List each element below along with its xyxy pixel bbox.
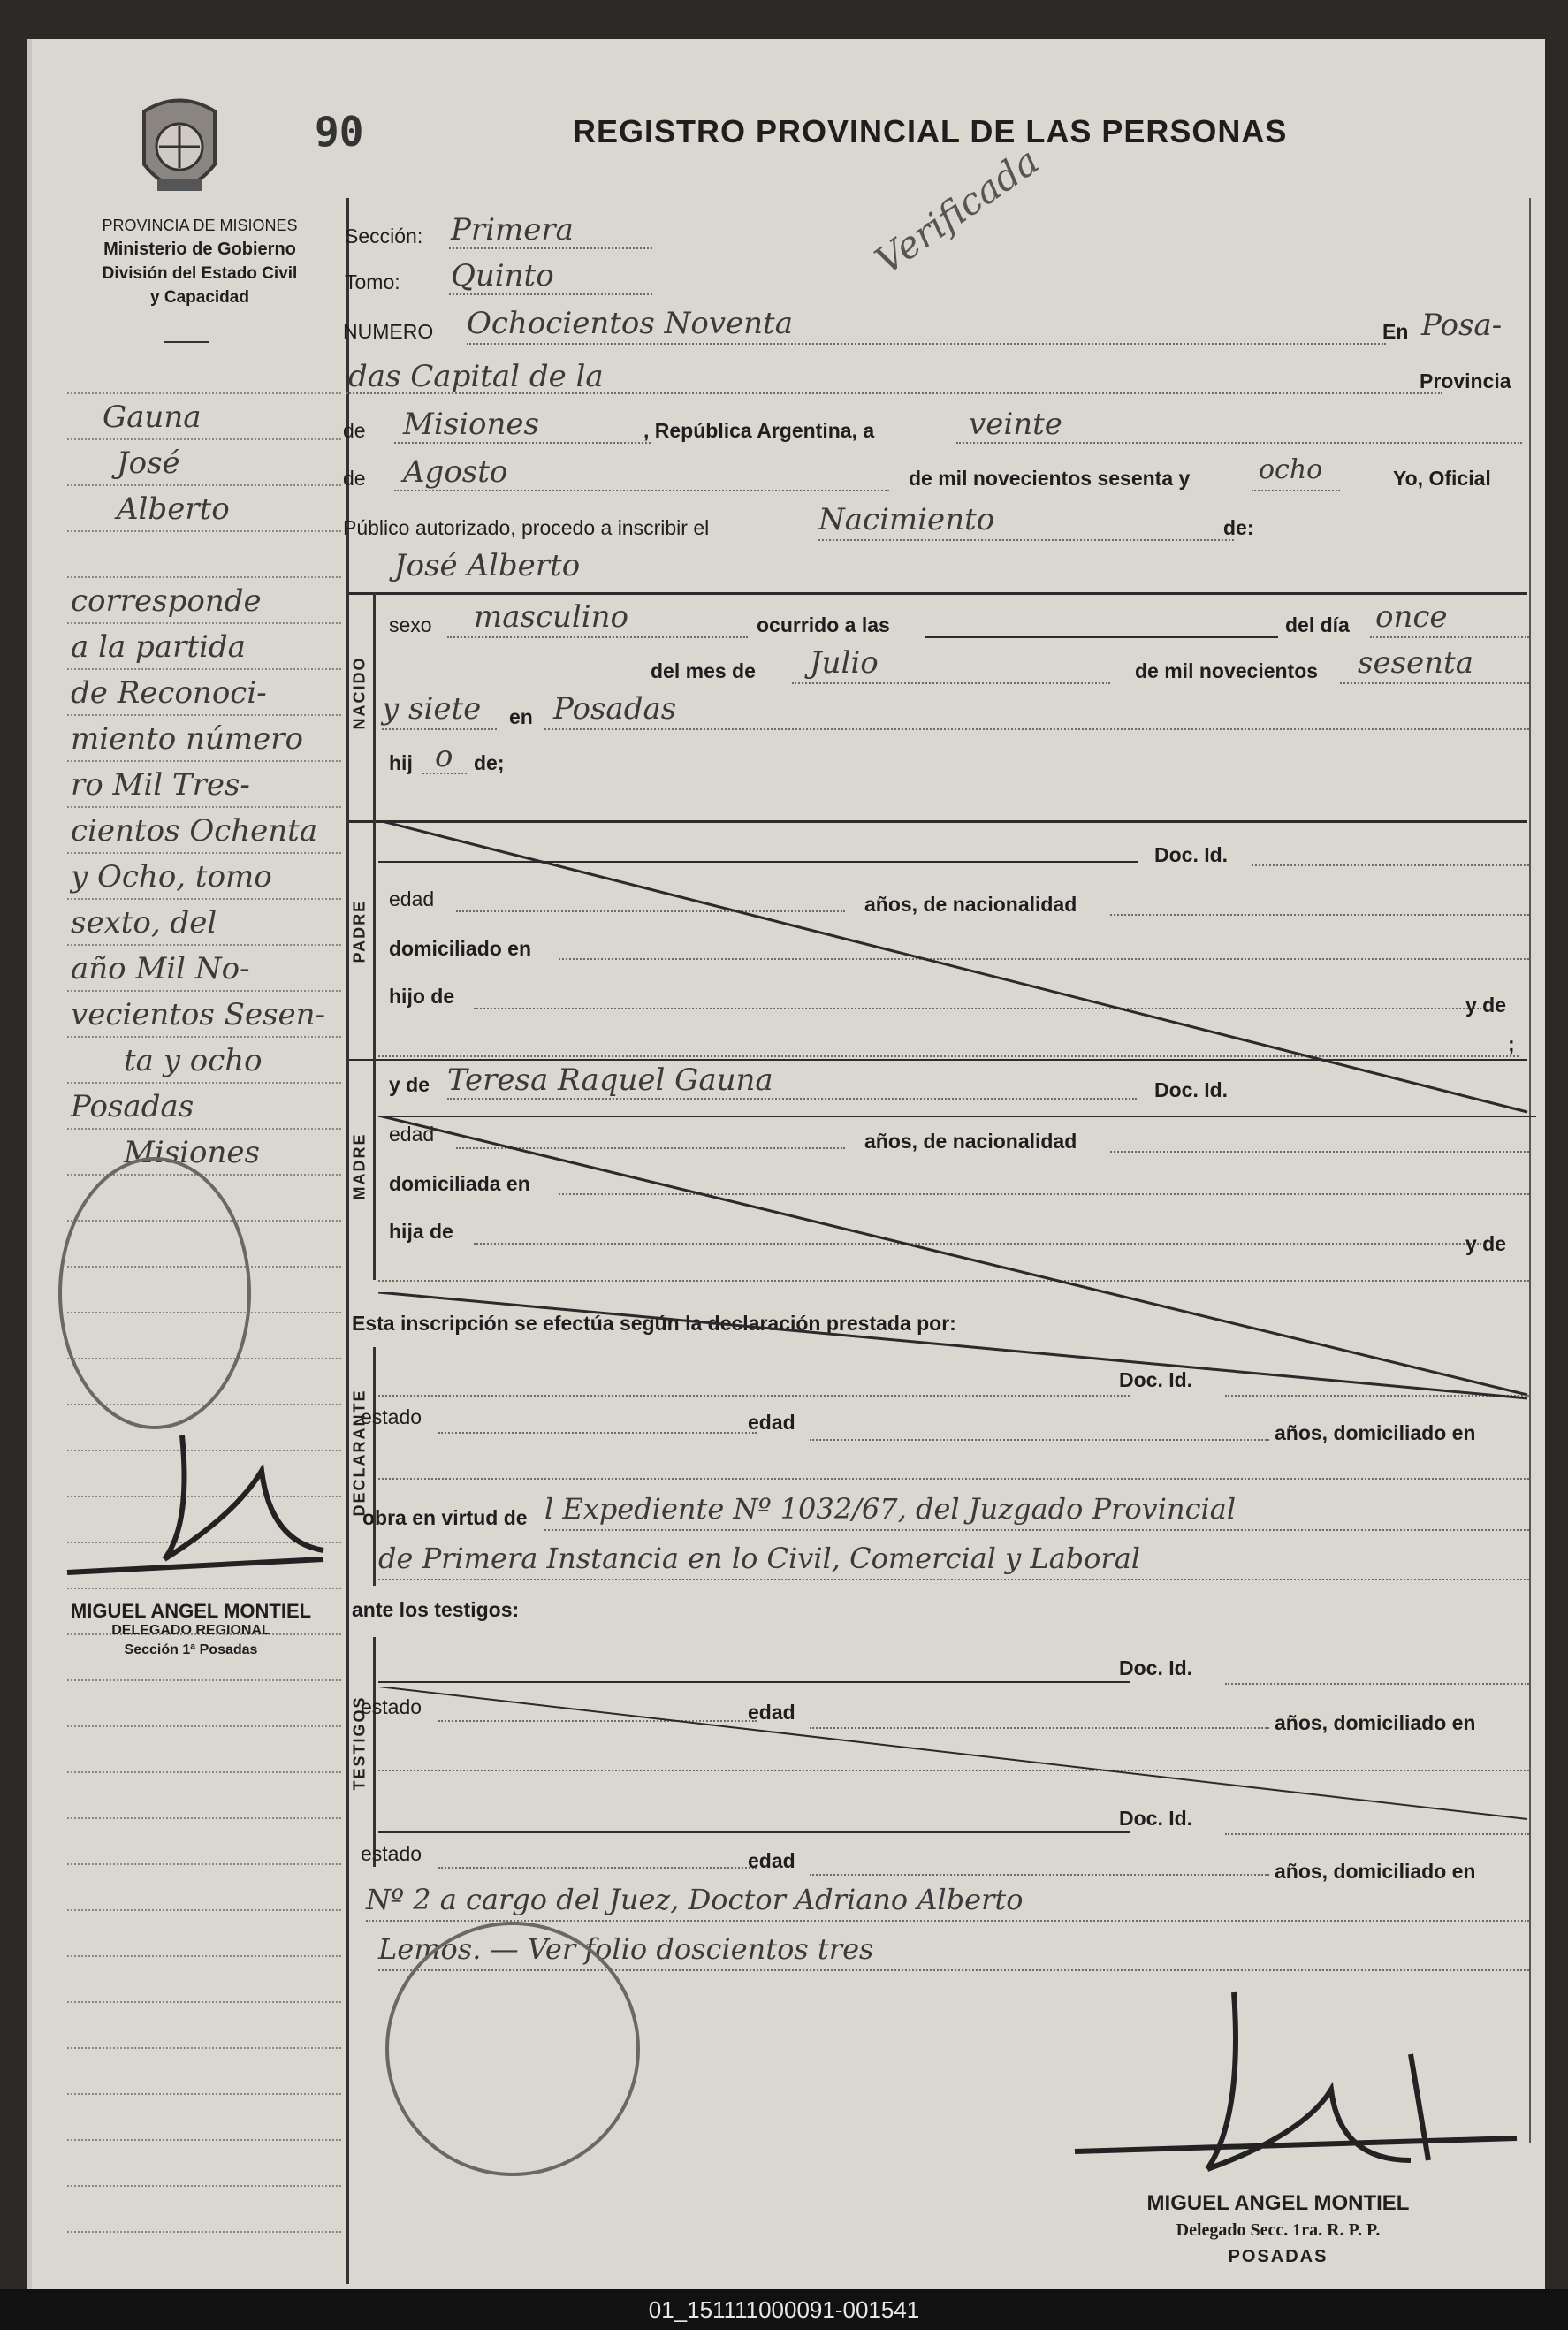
testigos-intro: ante los testigos:	[352, 1598, 520, 1621]
madre-nombre-value: Teresa Raquel Gauna	[447, 1062, 773, 1098]
nacido-section-label: NACIDO	[350, 656, 369, 730]
madre-yde-label: y de	[389, 1073, 430, 1096]
place-line2: das Capital de la	[348, 359, 604, 394]
declarante-intro: Esta inscripción se efectúa según la declaración prestada por:	[352, 1312, 956, 1335]
margin-signer-role: DELEGADO REGIONAL	[111, 1623, 270, 1638]
signature-scribble	[1039, 1984, 1534, 2200]
declarante-doc-label: Doc. Id.	[1119, 1368, 1193, 1391]
nacido-anio2-value: y siete	[382, 691, 482, 727]
office-ministry: Ministerio de Gobierno	[103, 240, 296, 259]
declarante-estado-label: estado	[361, 1405, 422, 1428]
declarante-anios-label: años, domiciliado en	[1275, 1421, 1476, 1444]
declarante-edad-label: edad	[748, 1411, 795, 1434]
testigo1-estado-label: estado	[361, 1695, 422, 1718]
signer-role: Delegado Secc. 1ra. R. P. P.	[1176, 2220, 1381, 2240]
tomo-value: Quinto	[451, 258, 554, 293]
madre-edad-label: edad	[389, 1123, 435, 1146]
madre-hija-label: hija de	[389, 1220, 453, 1243]
page-number: 90	[315, 108, 364, 156]
nacido-anio-value: sesenta	[1358, 645, 1473, 681]
testigo2-estado-label: estado	[361, 1842, 422, 1865]
file-id-footer: 01_151111000091-001541	[0, 2289, 1568, 2330]
note-line2: Lemos. — Ver folio doscientos tres	[378, 1932, 874, 1966]
padre-section-label: PADRE	[350, 899, 369, 963]
testigo1-anios-label: años, domiciliado en	[1275, 1711, 1476, 1734]
provincia-value: Misiones	[403, 407, 539, 442]
margin-signer-section: Sección 1ª Posadas	[124, 1642, 258, 1657]
hij-suffix: o	[435, 739, 453, 774]
nombre-value: José Alberto	[394, 548, 581, 583]
nacido-lugar-value: Posadas	[553, 691, 677, 727]
declarante-cancel-line	[378, 1292, 1536, 1412]
declarante-obra-label: obra en virtud de	[362, 1506, 528, 1529]
en-value: Posa-	[1421, 308, 1503, 343]
nacido-en-label: en	[509, 705, 533, 728]
sexo-value: masculino	[474, 599, 629, 635]
numero-label: NUMERO	[343, 320, 434, 343]
mes-value: Agosto	[403, 454, 508, 490]
page-title: REGISTRO PROVINCIAL DE LAS PERSONAS	[573, 113, 1288, 149]
testigo1-edad-label: edad	[748, 1701, 795, 1724]
nacido-mes-value: Julio	[810, 645, 879, 681]
anio-value: ocho	[1259, 454, 1323, 485]
de2-label: de	[343, 467, 366, 490]
margin-signature-scribble	[58, 1418, 341, 1599]
tomo-label: Tomo:	[345, 270, 400, 293]
publico-label: Público autorizado, procedo a inscribir el	[343, 516, 710, 539]
hij-label: hij	[389, 751, 413, 774]
del-mes-label: del mes de	[651, 659, 756, 682]
seccion-value: Primera	[451, 212, 574, 247]
declarante-section-label: DECLARANTE	[350, 1389, 369, 1517]
en-label: En	[1382, 320, 1409, 343]
seccion-label: Sección:	[345, 225, 423, 247]
madre-section-label: MADRE	[350, 1132, 369, 1200]
margin-official-stamp	[58, 1157, 251, 1429]
numero-value: Ochocientos Noventa	[467, 306, 793, 341]
testigo2-edad-label: edad	[748, 1849, 795, 1872]
office-division: División del Estado Civil	[102, 264, 298, 283]
nacido-dia-value: once	[1375, 599, 1448, 635]
testigos-section-label: TESTIGOS	[350, 1695, 369, 1791]
padre-yde-label: y de	[1465, 994, 1507, 1017]
provincial-emblem	[131, 94, 228, 209]
bottom-official-stamp	[385, 1922, 640, 2176]
declarante-obra-line1: l Expediente Nº 1032/67, del Juzgado Provincial	[544, 1492, 1237, 1526]
de-label: de	[343, 419, 366, 442]
office-capacity: y Capacidad	[150, 288, 249, 307]
verified-stamp: Verificada	[867, 139, 1047, 283]
signer-city: POSADAS	[1228, 2247, 1328, 2266]
madre-anios-label: años, de nacionalidad	[864, 1130, 1077, 1153]
padre-doc-label: Doc. Id.	[1154, 843, 1229, 866]
provincia-label: Provincia	[1420, 369, 1511, 392]
padre-anios-label: años, de nacionalidad	[864, 893, 1077, 916]
madre-doc-label: Doc. Id.	[1154, 1078, 1229, 1101]
padre-edad-label: edad	[389, 887, 435, 910]
office-province: PROVINCIA DE MISIONES	[102, 217, 298, 234]
republica-label: , República Argentina, a	[643, 419, 875, 442]
dia-value: veinte	[969, 407, 1062, 442]
de3-label: de:	[1223, 516, 1254, 539]
testigo1-doc-label: Doc. Id.	[1119, 1656, 1193, 1679]
testigo1-cancel-line	[378, 1687, 1536, 1832]
testigo2-doc-label: Doc. Id.	[1119, 1807, 1193, 1830]
padre-domicilio-label: domiciliado en	[389, 937, 532, 960]
margin-note: Gauna José Alberto corresponde a la partida de Reconoci- miento número ro Mil Tres- cientos Ochenta y Ocho, tomo sexto, del año Mil No- vecientos Sesen- ta y ocho Posadas Misiones	[71, 400, 326, 1170]
del-dia-label: del día	[1285, 613, 1350, 636]
mil-label: de mil novecientos sesenta y	[909, 467, 1191, 490]
nacido-mil-label: de mil novecientos	[1135, 659, 1319, 682]
sexo-label: sexo	[389, 613, 432, 636]
declarante-obra-line2: de Primera Instancia en lo Civil, Comercial y Laboral	[378, 1542, 1141, 1575]
madre-domicilio-label: domiciliada en	[389, 1172, 530, 1195]
padre-semicolon: ;	[1508, 1032, 1515, 1055]
margin-signer-name: MIGUEL ANGEL MONTIEL	[70, 1600, 312, 1622]
testigo2-anios-label: años, domiciliado en	[1275, 1860, 1476, 1883]
note-line1: Nº 2 a cargo del Juez, Doctor Adriano Alberto	[366, 1883, 1024, 1916]
signer-name: MIGUEL ANGEL MONTIEL	[1146, 2191, 1410, 2215]
madre-yde2-label: y de	[1465, 1232, 1507, 1255]
ocurrido-label: ocurrido a las	[757, 613, 890, 636]
acto-value: Nacimiento	[818, 502, 995, 537]
oficial-label: Yo, Oficial	[1393, 467, 1491, 490]
padre-hijo-label: hijo de	[389, 985, 455, 1008]
registry-page	[27, 39, 1545, 2289]
hij-de-label: de;	[474, 751, 505, 774]
